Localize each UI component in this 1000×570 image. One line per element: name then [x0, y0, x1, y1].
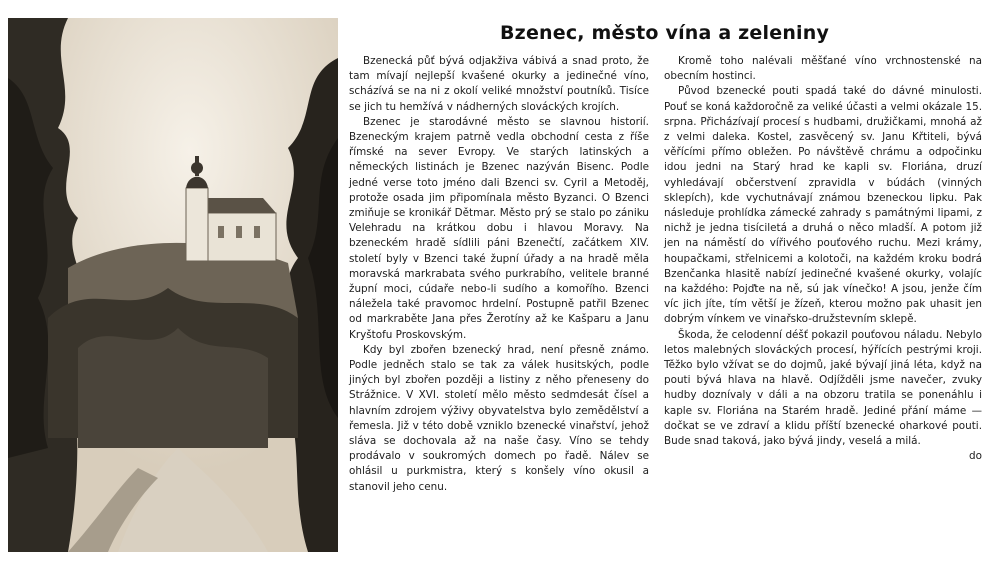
- article-title: Bzenec, město vína a zeleniny: [500, 22, 830, 44]
- paragraph: Původ bzenecké pouti spadá také do dávné minulosti. Pouť se koná každoročně za veliké účasti a velmi okázale 15. srpna. Přicházívají procesí s hudbami, družičkami, mnohá až z velmi daleka. Kostel, zasvěcený sv. Janu Křtiteli, bývá věřícími přímo obležen. Po návštěvě chrámu a odpočinku idou jedni na Starý hrad ke kapli sv. Floriána, druzí vyhledávají občerstvení zpravidla v búdách (vinných sklepích), kde vychutnávají známou bzeneckou lipku. Pak následuje prohlídka zámecké zahrady s památnými lipami, z nichž je jedna tisíciletá a druhá o něco mladší. A potom již jen na náměstí do vířivého pouťového ruchu. Mezi krámy, houpačkami, střelnicemi a kolotoči, na každém kroku bodrá Bzenčanka hlasitě nabízí jedinečné kvašené okurky, volajíc na každého: Pojďte na ně, sú jak vínečko! A jsou, jenže čím víc jich jíte, tím větší je žízeň, kterou možno pak uhasit jen dobrým vínkem ve vinařsko-družstevním sklepě.: [664, 85, 982, 326]
- church-on-hill-image: [8, 18, 338, 552]
- paragraph: Kdy byl zbořen bzenecký hrad, není přesně známo. Podle jedněch stalo se tak za válek husitských, podle jiných byl zbořen později a listiny z něho přeneseny do Strážnice. V XVI. století mělo město sedmdesát čísel a hlavním zdrojem výživy obyvatelstva bylo zemědělství a řemesla. Již v této době vzniklo bzenecké vinařství, jehož sláva se dochovala až na naše časy. Víno se tehdy prodávalo v soukromých domech po řadě. Nálev se ohlásil u purkmistra, který s konšely víno okusil a stanovil jeho cenu.: [349, 343, 649, 493]
- paragraph: Bzenec je starodávné město se slavnou historií. Bzeneckým krajem patrně vedla obchodní cesta z říše římské na sever Evropy. Ve starých latinských a německých listinách je Bzenec nazýván Bisenc. Podle jedné verse toto jméno dali Bzenci sv. Cyril a Metoděj, protože osada jim připomínala město Byzanci. O Bzenci zmiňuje se kronikář Dětmar. Město prý se stalo po zániku Velehradu na krátkou dobu i hlavou Moravy. Na bzeneckém hradě sídlili páni Bzenečtí, začátkem XIV. století byly v Bzenci také župní úřady a na hradě měla moravská markrabata svého purkrabího, velitele branné župní moci, cúdaře nebo-li sudího a komořího. Bzenci náležela také pravomoc hrdelní. Postupně patřil Bzenec od markraběte Jana přes Žerotíny až ke Kašparu a Janu Kryštofu Proskovským.: [349, 115, 649, 341]
- paragraph: Bzenecká půť bývá odjakživa vábivá a snad proto, že tam mívají nejlepší kvašené okurky a jedinečné víno, scházívá se na ni z okolí veliké množství poutníků. Tisíce se jich tu hemžívá v nádherných slováckých krojích.: [349, 55, 649, 113]
- author-signature: do: [969, 450, 982, 463]
- article-column-1: [349, 54, 649, 495]
- article-photo: [8, 18, 338, 552]
- paragraph: Škoda, že celodenní déšť pokazil pouťovou náladu. Nebylo letos malebných slováckých procesí, hýřících pestrými kroji. Těžko bylo vžívat se do dojmů, jaké bývají jiná léta, když na pouti bývá hlava na hlavě. Odjížděli jsme navečer, zvuky hudby doznívaly v dáli a na obzoru tratila se ponenáhlu i kaple sv. Floriána na Starém hradě. Jediné přání máme — dočkat se ve zdraví a klidu příští bzenecké oharkové pouti. Bude snad taková, jako bývá jindy, veselá a milá.: [664, 328, 982, 448]
- article-column-2: [664, 54, 982, 464]
- paragraph: Kromě toho nalévali měšťané víno vrchnostenské na obecním hostinci.: [664, 55, 982, 83]
